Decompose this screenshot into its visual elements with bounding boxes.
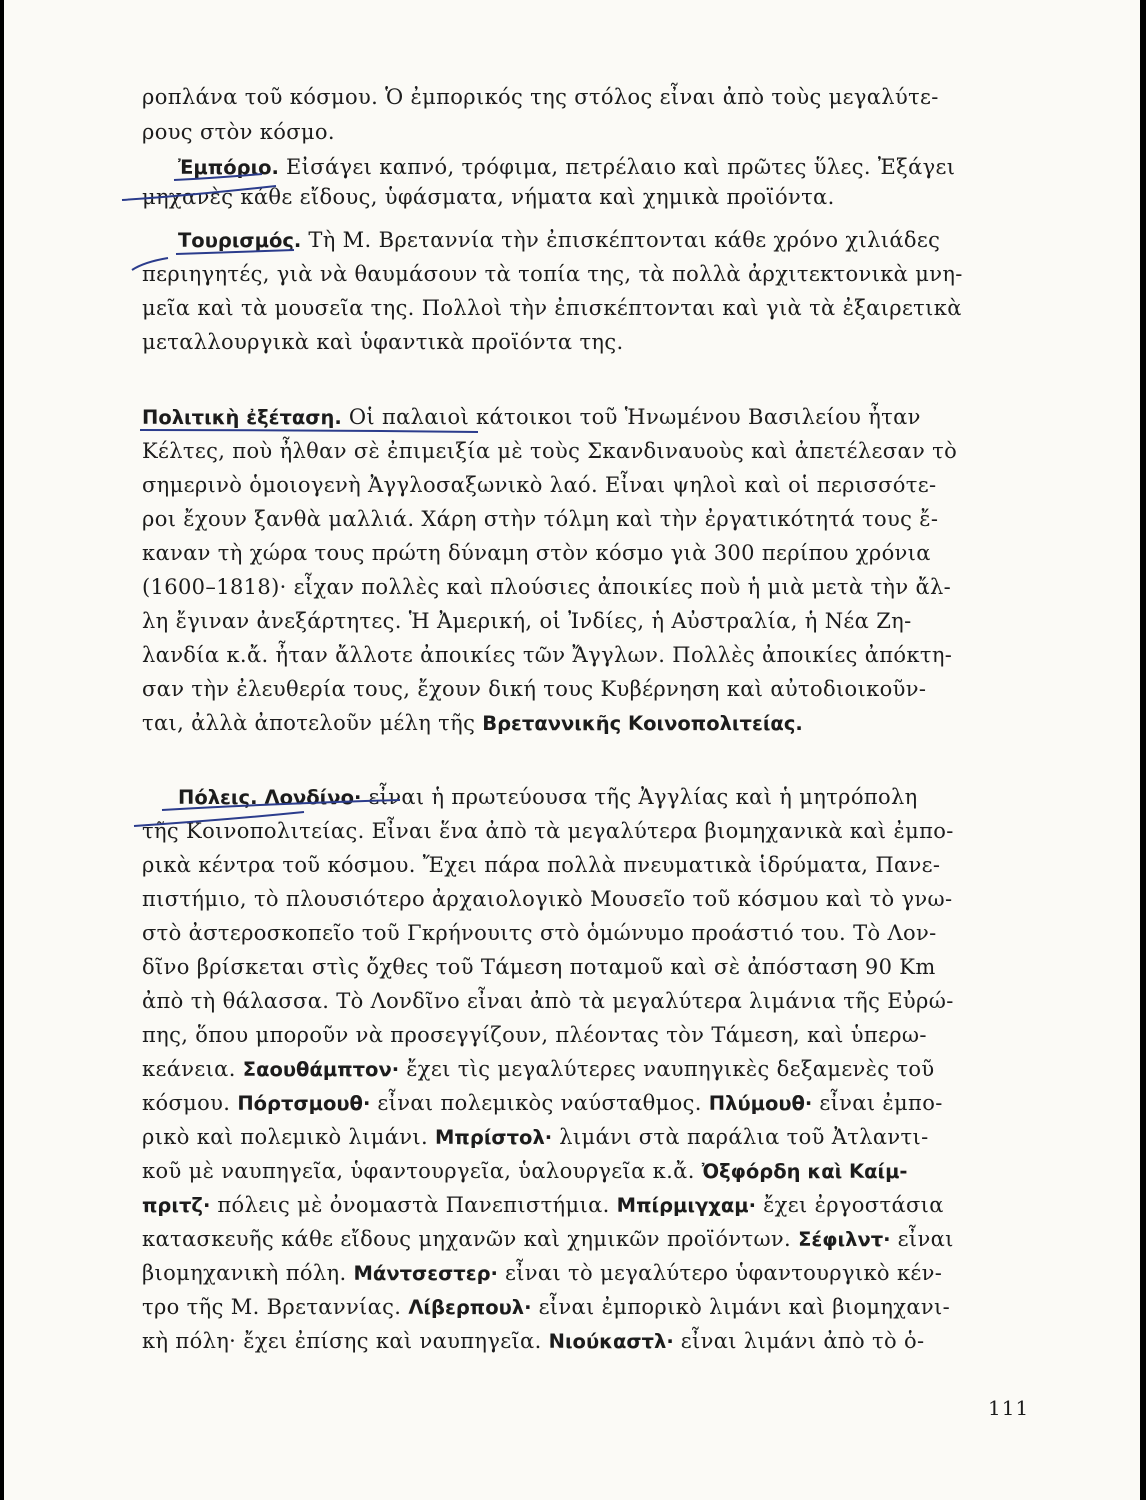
bold-term: Ὀξφόρδη καὶ Καίμ- bbox=[701, 1160, 908, 1183]
text-line: ἀπὸ τὴ θάλασσα. Τὸ Λονδῖνο εἶναι ἀπὸ τὰ μεγαλύτερα λιμάνια τῆς Εὐρώ- bbox=[142, 989, 954, 1013]
bold-term: Βρεταννικῆς Κοινοπολιτείας. bbox=[482, 712, 803, 735]
text-span: λιμάνι στὰ παράλια τοῦ Ἀτλαντι- bbox=[559, 1125, 929, 1149]
text-line: λανδία κ.ἄ. ἦταν ἄλλοτε ἀποικίες τῶν Ἄγγλων. Πολλὲς ἀποικίες ἀπόκτη- bbox=[142, 643, 953, 667]
text-line: δῖνο βρίσκεται στὶς ὄχθες τοῦ Τάμεση ποταμοῦ καὶ σὲ ἀπόσταση 90 Km bbox=[142, 955, 936, 979]
section-heading-politics: Πολιτικὴ ἐξέταση. bbox=[142, 406, 342, 429]
text-line: καναν τὴ χώρα τους πρώτη δύναμη στὸν κόσμο γιὰ 300 περίπου χρόνια bbox=[142, 541, 931, 565]
text-line bbox=[142, 1326, 1022, 1357]
text-span: Τὴ Μ. Βρεταννία τὴν ἐπισκέπτονται κάθε χρόνο χιλιάδες bbox=[308, 228, 941, 252]
text-line: ροπλάνα τοῦ κόσμου. Ὁ ἐμπορικός της στόλος εἶναι ἀπὸ τοὺς μεγαλύτε- bbox=[142, 85, 939, 109]
section-heading-tourism: Τουρισμός. bbox=[178, 229, 302, 252]
text-span: τρο τῆς Μ. Βρεταννίας. bbox=[142, 1295, 402, 1319]
text-line bbox=[142, 708, 1022, 739]
text-span: κατασκευῆς κάθε εἴδους μηχανῶν καὶ χημικῶν προϊόντων. bbox=[142, 1227, 792, 1251]
text-line: τῆς Κοινοπολιτείας. Εἶναι ἕνα ἀπὸ τὰ μεγαλύτερα βιομηχανικὰ καὶ ἐμπο- bbox=[142, 819, 954, 843]
text-span: Οἱ παλαιοὶ κάτοικοι τοῦ Ἡνωμένου Βασιλείου ἦταν bbox=[348, 405, 921, 429]
text-line: λη ἔγιναν ἀνεξάρτητες. Ἡ Ἀμερική, οἱ Ἰνδίες, ἡ Αὐστραλία, ἡ Νέα Ζη- bbox=[142, 609, 912, 633]
bold-term: Νιούκαστλ· bbox=[548, 1330, 674, 1353]
text-span: ται, ἀλλὰ ἀποτελοῦν μέλη τῆς bbox=[142, 711, 476, 735]
text-span: εἶναι ἐμπο- bbox=[819, 1091, 943, 1115]
bold-term: Σαουθάμπτον· bbox=[242, 1058, 400, 1081]
text-line bbox=[142, 1190, 1022, 1221]
text-span: κοῦ μὲ ναυπηγεῖα, ὑφαντουργεῖα, ὑαλουργεῖα κ.ἄ. bbox=[142, 1159, 695, 1183]
text-line: μεταλλουργικὰ καὶ ὑφαντικὰ προϊόντα της. bbox=[142, 330, 624, 354]
text-line bbox=[142, 1054, 1022, 1085]
bold-term: Σέφιλντ· bbox=[798, 1228, 891, 1251]
text-span: βιομηχανικὴ πόλη. bbox=[142, 1261, 347, 1285]
text-line: Κέλτες, ποὺ ἦλθαν σὲ ἐπιμειξία μὲ τοὺς Σκανδιναυοὺς καὶ ἀπετέλεσαν τὸ bbox=[142, 439, 958, 463]
text-span: εἶναι bbox=[897, 1227, 954, 1251]
text-span: ρικὸ καὶ πολεμικὸ λιμάνι. bbox=[142, 1125, 428, 1149]
bold-term: Μπίρμιγχαμ· bbox=[616, 1194, 757, 1217]
bold-term: Λονδίνο· bbox=[264, 786, 362, 809]
text-line: πιστήμιο, τὸ πλουσιότερο ἀρχαιολογικὸ Μουσεῖο τοῦ κόσμου καὶ τὸ γνω- bbox=[142, 887, 953, 911]
text-span: εἶναι ἐμπορικὸ λιμάνι καὶ βιομηχανι- bbox=[538, 1295, 951, 1319]
text-line: σημερινὸ ὁμοιογενὴ Ἀγγλοσαξωνικὸ λαό. Εἶναι ψηλοὶ καὶ οἱ περισσότε- bbox=[142, 473, 937, 497]
text-line: μηχανὲς κάθε εἴδους, ὑφάσματα, νήματα καὶ χημικὰ προϊόντα. bbox=[142, 185, 835, 209]
text-span: ἔχει τὶς μεγαλύτερες ναυπηγικὲς δεξαμενὲς τοῦ bbox=[406, 1057, 935, 1081]
text-span: κὴ πόλη· ἔχει ἐπίσης καὶ ναυπηγεῖα. bbox=[142, 1329, 542, 1353]
text-span: κεάνεια. bbox=[142, 1057, 236, 1081]
text-line bbox=[142, 1156, 1022, 1187]
text-line: ρικὰ κέντρα τοῦ κόσμου. Ἔχει πάρα πολλὰ πνευματικὰ ἱδρύματα, Πανε- bbox=[142, 853, 941, 877]
section-heading-cities: Πόλεις. bbox=[178, 786, 258, 809]
text-line bbox=[178, 782, 1022, 813]
bold-term: πριτζ· bbox=[142, 1194, 211, 1217]
text-line bbox=[142, 1224, 1022, 1255]
text-line: στὸ ἀστεροσκοπεῖο τοῦ Γκρήνουιτς στὸ ὁμώνυμο προάστιό του. Τὸ Λον- bbox=[142, 921, 937, 945]
text-line: ρους στὸν κόσμο. bbox=[142, 120, 335, 144]
text-span: πόλεις μὲ ὀνομαστὰ Πανεπιστήμια. bbox=[217, 1193, 610, 1217]
bold-term: Πόρτσμουθ· bbox=[237, 1092, 371, 1115]
bold-term: Μπρίστολ· bbox=[435, 1126, 553, 1149]
page-number: 111 bbox=[988, 1396, 1030, 1420]
text-span: ἔχει ἐργοστάσια bbox=[763, 1193, 944, 1217]
text-line bbox=[178, 152, 1022, 183]
text-line: σαν τὴν ἐλευθερία τους, ἔχουν δική τους Κυβέρνηση καὶ αὐτοδιοικοῦν- bbox=[142, 677, 927, 701]
text-span: κόσμου. bbox=[142, 1091, 231, 1115]
text-line bbox=[142, 402, 1022, 433]
text-line bbox=[142, 1122, 1022, 1153]
text-line bbox=[142, 1088, 1022, 1119]
text-span: εἶναι πολεμικὸς ναύσταθμος. bbox=[377, 1091, 702, 1115]
section-heading-trade: Ἐμπόριο. bbox=[178, 156, 279, 179]
text-line: περιηγητές, γιὰ νὰ θαυμάσουν τὰ τοπία της, τὰ πολλὰ ἀρχιτεκτονικὰ μνη- bbox=[142, 262, 963, 286]
text-span: Εἰσάγει καπνό, τρόφιμα, πετρέλαιο καὶ πρῶτες ὕλες. Ἐξάγει bbox=[286, 155, 956, 179]
bold-term: Πλύμουθ· bbox=[708, 1092, 813, 1115]
text-span: εἶναι τὸ μεγαλύτερο ὑφαντουργικὸ κέν- bbox=[504, 1261, 943, 1285]
text-span: εἶναι λιμάνι ἀπὸ τὸ ὁ- bbox=[680, 1329, 925, 1353]
text-line: μεῖα καὶ τὰ μουσεῖα της. Πολλοὶ τὴν ἐπισκέπτονται καὶ γιὰ τὰ ἐξαιρετικὰ bbox=[142, 296, 962, 320]
text-line: πης, ὅπου μποροῦν νὰ προσεγγίζουν, πλέοντας τὸν Τάμεση, καὶ ὑπερω- bbox=[142, 1023, 927, 1047]
bold-term: Μάντσεστερ· bbox=[353, 1262, 498, 1285]
text-line bbox=[178, 225, 1022, 256]
text-span: εἶναι ἡ πρωτεύουσα τῆς Ἀγγλίας καὶ ἡ μητρόπολη bbox=[368, 785, 918, 809]
book-page bbox=[4, 0, 1140, 1500]
bold-term: Λίβερπουλ· bbox=[408, 1296, 532, 1319]
text-line: ροι ἔχουν ξανθὰ μαλλιά. Χάρη στὴν τόλμη καὶ τὴν ἐργατικότητά τους ἔ- bbox=[142, 507, 939, 531]
text-line: (1600–1818)· εἶχαν πολλὲς καὶ πλούσιες ἀποικίες ποὺ ἡ μιὰ μετὰ τὴν ἄλ- bbox=[142, 575, 952, 599]
text-line bbox=[142, 1258, 1022, 1289]
text-line bbox=[142, 1292, 1022, 1323]
